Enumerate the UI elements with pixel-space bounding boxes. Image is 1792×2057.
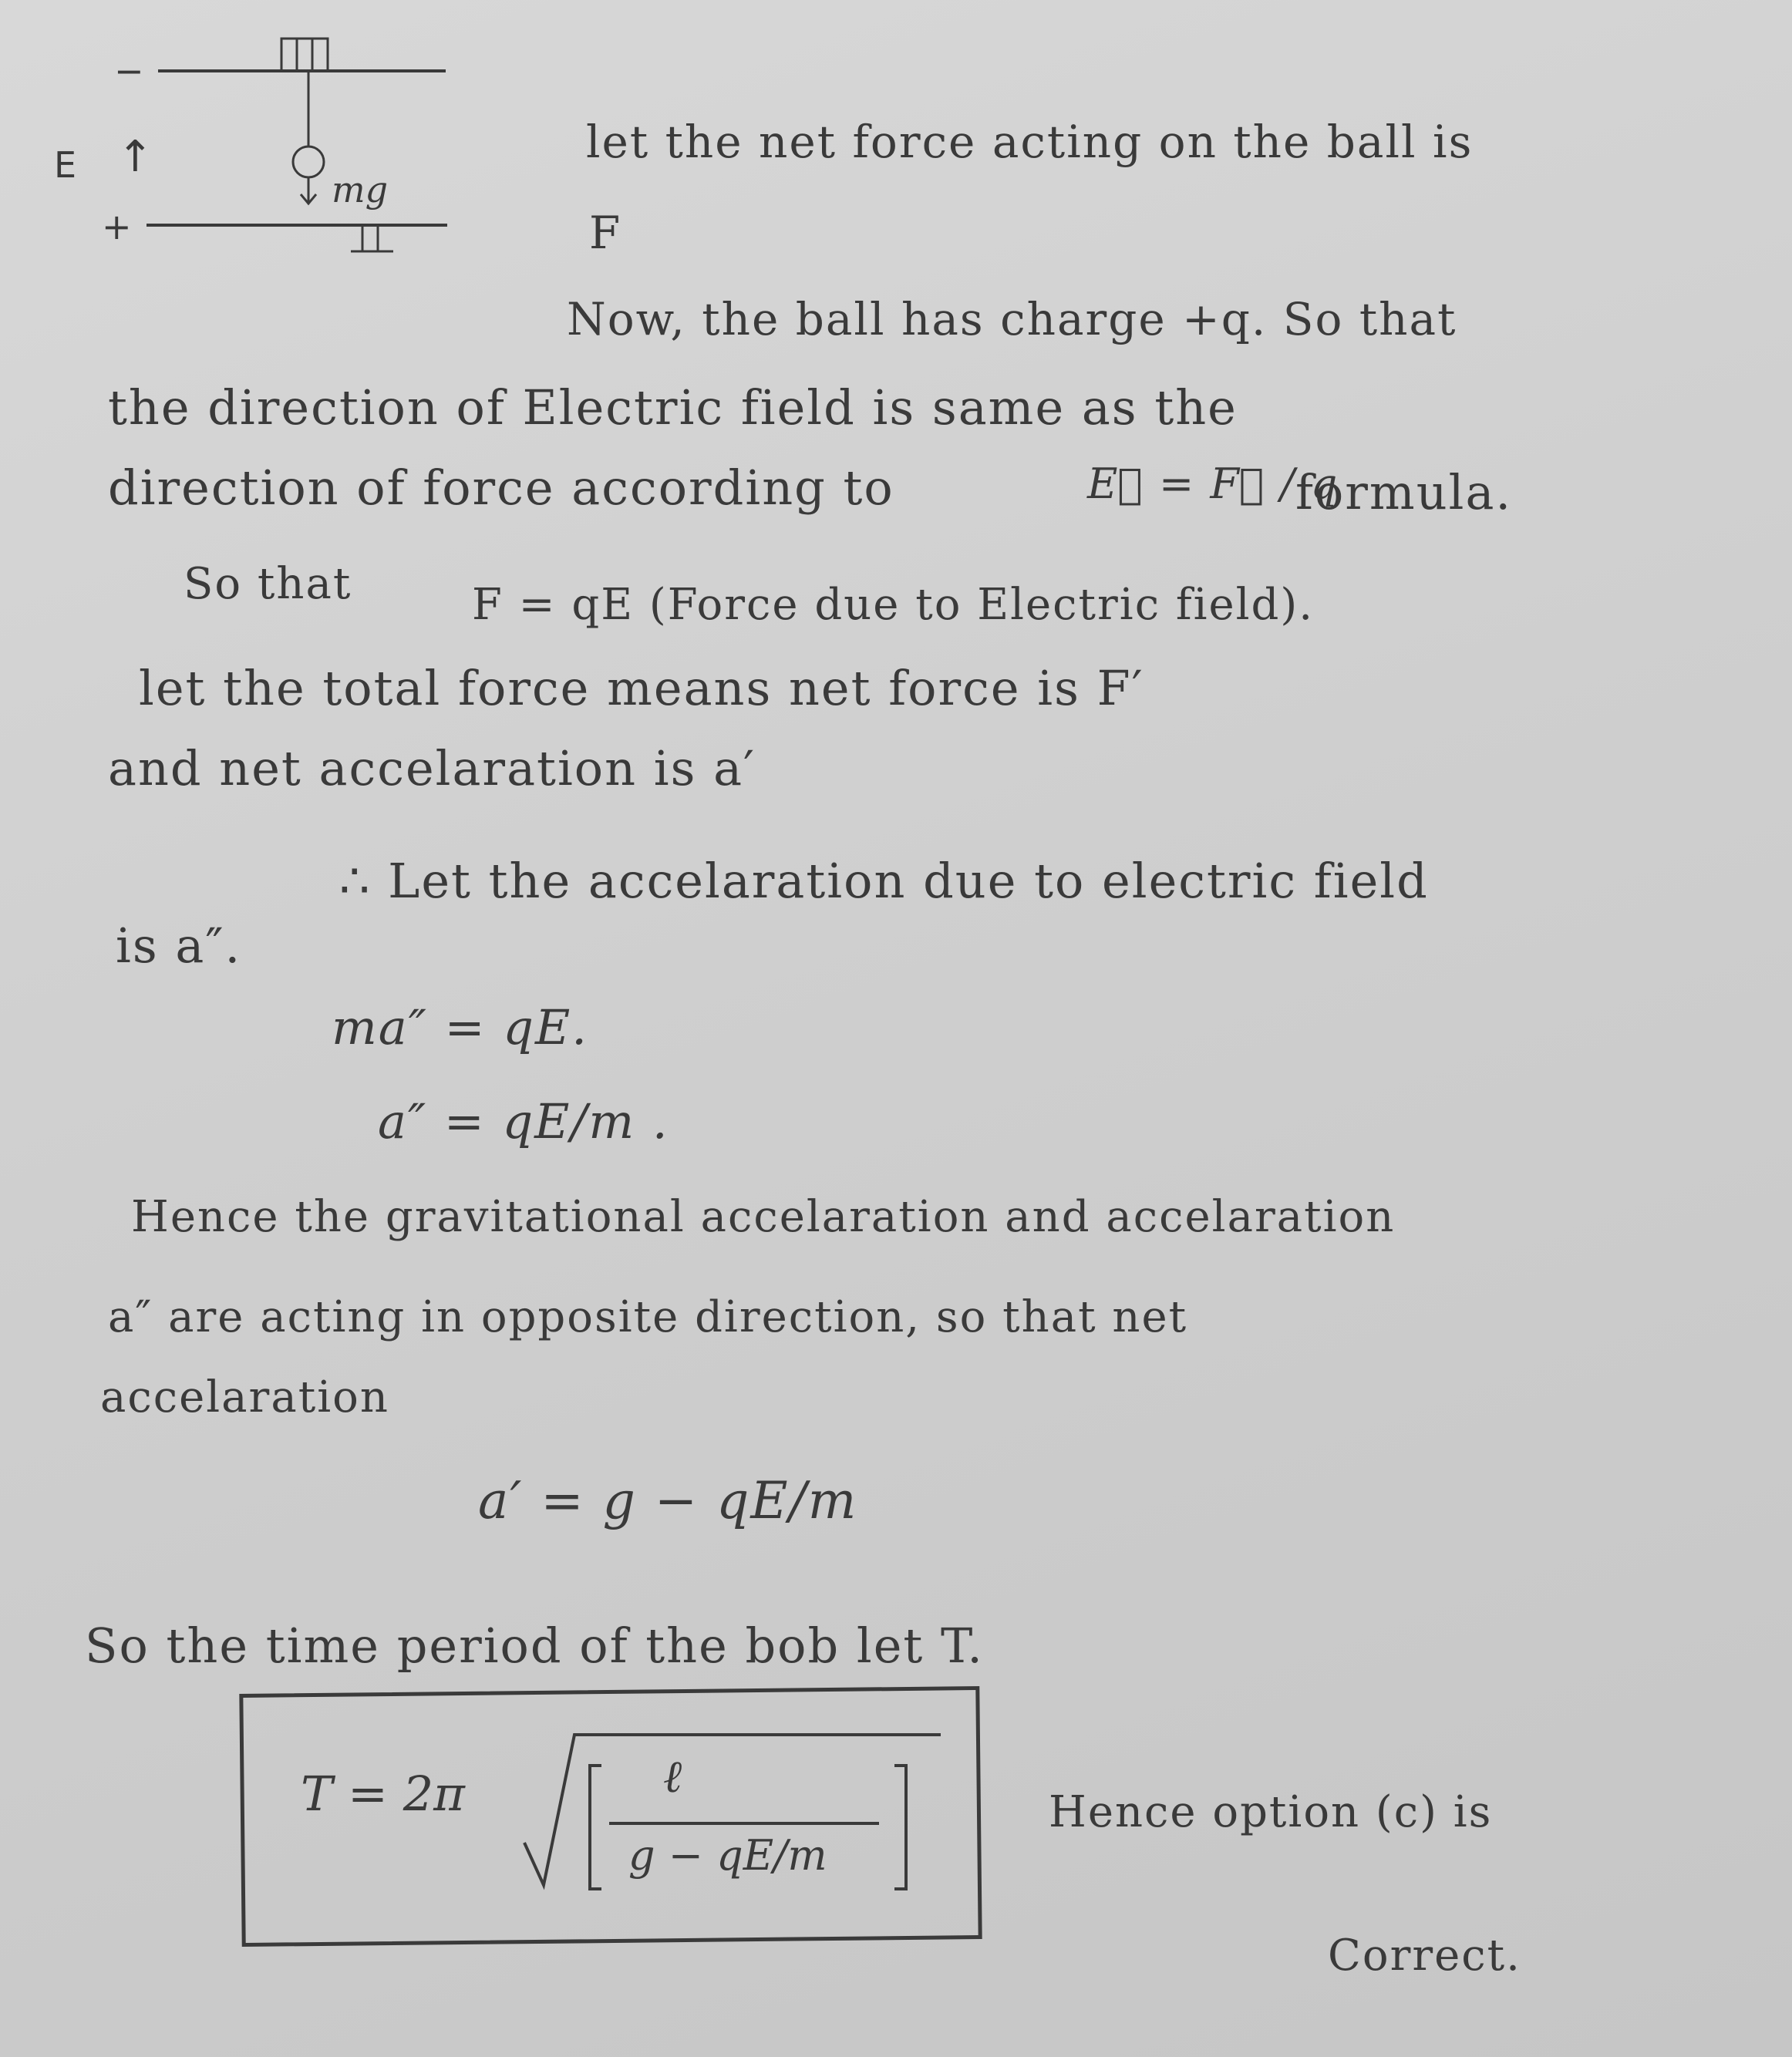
conclusion-line-1: Hence option (c) is bbox=[1049, 1787, 1493, 1837]
text-line-7: let the total force means net force is F′ bbox=[139, 660, 1144, 716]
text-line-4: the direction of Electric field is same as the bbox=[108, 379, 1238, 436]
text-line-5c: formula. bbox=[1295, 464, 1513, 520]
formula-denominator: g − qE/m bbox=[628, 1831, 827, 1880]
text-line-9: ∴ Let the accelaration due to electric field bbox=[339, 853, 1429, 909]
pendulum-diagram bbox=[46, 23, 478, 254]
text-line-10: is a″. bbox=[116, 917, 242, 974]
conclusion-line-2: Correct. bbox=[1328, 1931, 1521, 1981]
equation-ma: ma″ = qE. bbox=[332, 999, 588, 1055]
text-line-3: Now, the ball has charge +q. So that bbox=[567, 293, 1457, 345]
mg-label: mg bbox=[332, 169, 389, 210]
plus-sign: + bbox=[102, 206, 132, 247]
text-line-6a: So that bbox=[184, 559, 352, 609]
text-line-8: and net accelaration is a′ bbox=[108, 740, 756, 796]
text-line-1: let the net force acting on the ball is bbox=[586, 116, 1474, 168]
text-line-15: accelaration bbox=[100, 1372, 389, 1422]
equation-a-double-prime: a″ = qE/m . bbox=[378, 1093, 669, 1150]
text-line-14: a″ are acting in opposite direction, so that net bbox=[108, 1292, 1188, 1342]
minus-sign: − bbox=[114, 50, 144, 92]
text-line-5a: direction of force according to bbox=[108, 460, 894, 516]
text-line-2: F bbox=[589, 207, 622, 259]
formula-numerator: ℓ bbox=[663, 1750, 682, 1803]
up-arrow-icon: ↑ bbox=[117, 132, 153, 182]
text-line-17: So the time period of the bob let T. bbox=[85, 1618, 984, 1674]
force-equation: F = qE (Force due to Electric field). bbox=[472, 580, 1315, 630]
time-period-lhs: T = 2π bbox=[301, 1766, 465, 1822]
e-equals-f-over-q: E⃗ = F⃗ / q bbox=[1087, 460, 1339, 508]
text-line-13: Hence the gravitational accelaration and accelaration bbox=[131, 1192, 1396, 1242]
net-acceleration-equation: a′ = g − qE/m bbox=[478, 1471, 858, 1530]
e-field-label: E bbox=[54, 144, 77, 186]
